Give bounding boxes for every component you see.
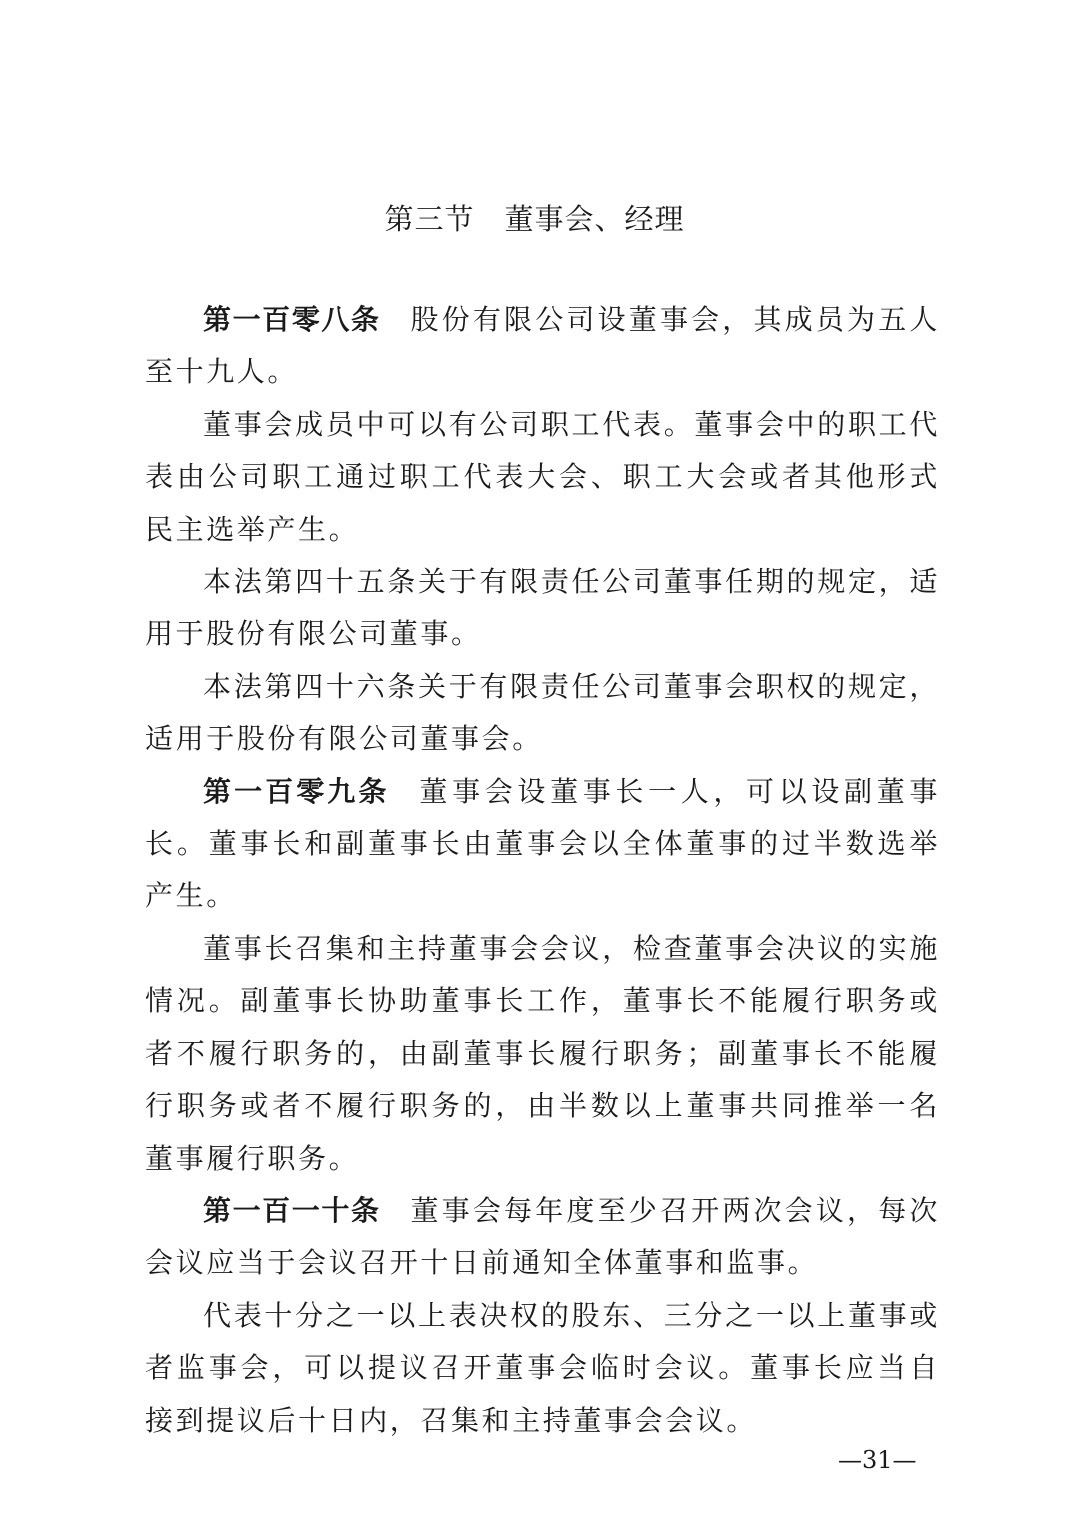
paragraph xyxy=(145,923,940,1185)
paragraph-text: 董事会设董事长一人，可以设副董事长。董事长和副董事长由董事会以全体董事的过半数选举产生。 xyxy=(145,774,940,913)
paragraph xyxy=(145,1290,940,1447)
article-number: 第一百零八条 xyxy=(203,303,381,336)
article-number: 第一百零九条 xyxy=(203,774,390,808)
page-number: —31— xyxy=(838,1446,917,1474)
paragraph xyxy=(145,766,940,923)
paragraph xyxy=(145,661,940,766)
paragraph-text: 董事会每年度至少召开两次会议，每次会议应当于会议召开十日前通知全体董事和监事。 xyxy=(145,1193,940,1280)
paragraph-text: 本法第四十五条关于有限责任公司董事任期的规定，适用于股份有限公司董事。 xyxy=(145,565,940,651)
paragraph xyxy=(145,294,940,399)
paragraph-text: 代表十分之一以上表决权的股东、三分之一以上董事或者监事会，可以提议召开董事会临时会议。董事长应当自接到提议后十日内，召集和主持董事会会议。 xyxy=(145,1298,940,1437)
paragraph xyxy=(145,399,940,556)
paragraph-text: 董事长召集和主持董事会会议，检查董事会决议的实施情况。副董事长协助董事长工作，董事长不能履行职务或者不履行职务的，由副董事长履行职务；副董事长不能履行职务或者不履行职务的，由半数以上董事共同推举一名董事履行职务。 xyxy=(145,931,940,1175)
article-number: 第一百一十条 xyxy=(203,1193,381,1227)
paragraph-text: 董事会成员中可以有公司职工代表。董事会中的职工代表由公司职工通过职工代表大会、职工大会或者其他形式民主选举产生。 xyxy=(145,407,940,546)
paragraph-text: 本法第四十六条关于有限责任公司董事会职权的规定，适用于股份有限公司董事会。 xyxy=(145,669,940,756)
paragraph-text: 股份有限公司设董事会，其成员为五人至十九人。 xyxy=(145,303,940,389)
paragraph xyxy=(145,1185,940,1290)
document-body xyxy=(145,294,940,1447)
paragraph xyxy=(145,556,940,661)
section-title: 第三节 董事会、经理 xyxy=(384,202,685,236)
